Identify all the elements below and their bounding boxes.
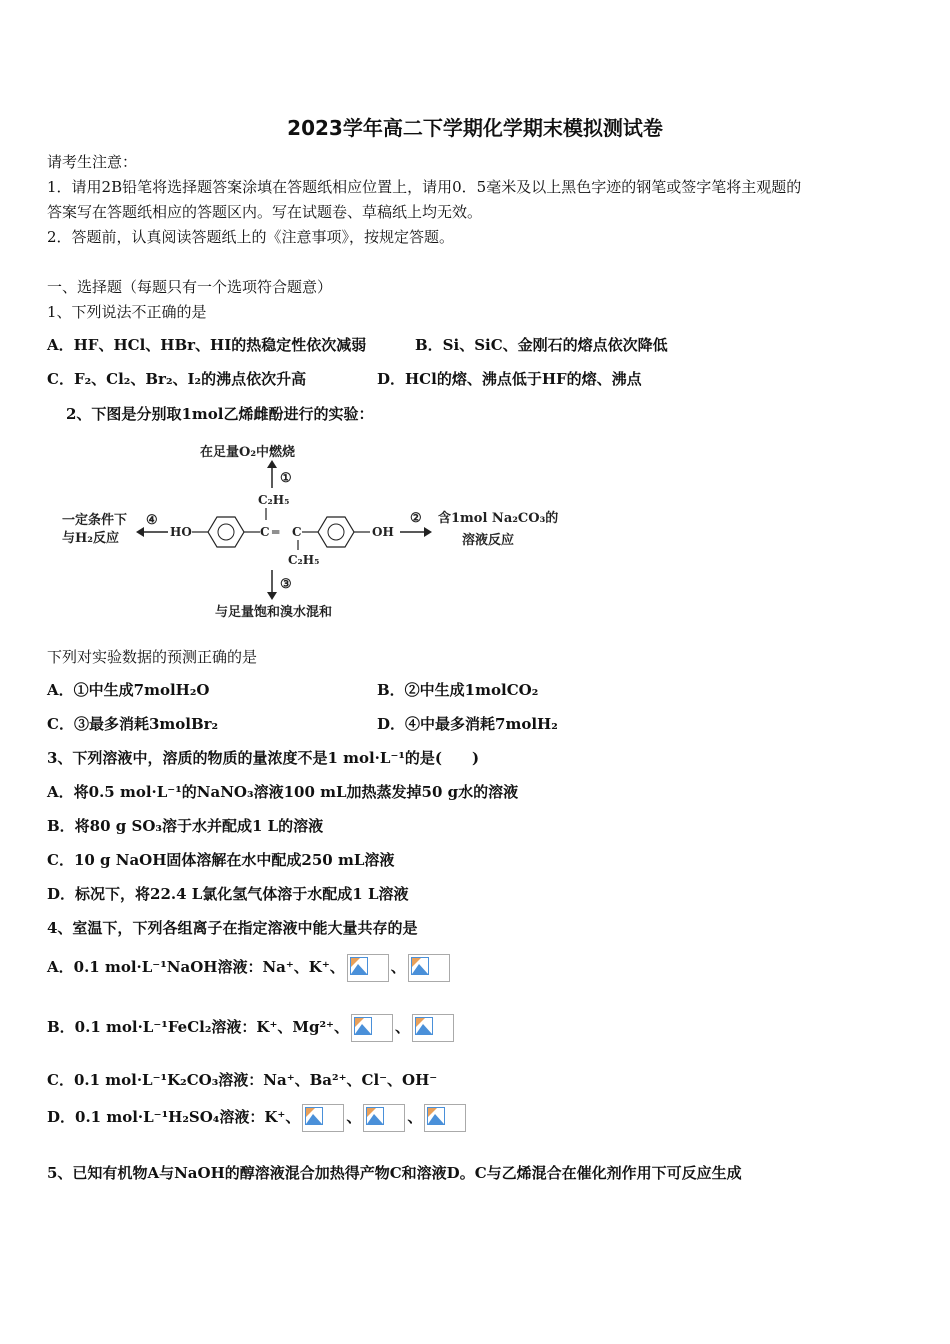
diagram-step-2: ② — [410, 511, 422, 526]
diagram-c2h5-bottom: C₂H₅ — [288, 553, 320, 567]
reaction-diagram — [50, 436, 580, 622]
q3-option-c: C．10 g NaOH固体溶解在水中配成250 mL溶液 — [47, 851, 395, 869]
missing-image — [302, 1104, 344, 1132]
diagram-step-4: ④ — [146, 513, 158, 528]
arrow-up-head — [267, 460, 277, 468]
separator: 、 — [390, 958, 406, 976]
section-heading: 一、选择题（每题只有一个选项符合题意） — [47, 278, 333, 296]
broken-image-icon — [427, 1107, 445, 1125]
arrow-down-head — [267, 592, 277, 600]
benzene-ring-right — [318, 517, 354, 547]
diagram-carbon-left: C — [260, 525, 270, 539]
q3-option-d: D．标况下，将22.4 L氯化氢气体溶于水配成1 L溶液 — [47, 885, 409, 903]
separator: 、 — [346, 1108, 362, 1126]
separator: 、 — [394, 1018, 410, 1036]
diagram-carbon-right: C — [292, 525, 302, 539]
arrow-right-head — [424, 527, 432, 537]
q4-option-c: C．0.1 mol·L⁻¹K₂CO₃溶液：Na⁺、Ba²⁺、Cl⁻、OH⁻ — [47, 1071, 438, 1089]
q4-option-d-text: D．0.1 mol·L⁻¹H₂SO₄溶液：K⁺、 — [47, 1108, 301, 1126]
page-title: 2023学年高二下学期化学期末模拟测试卷 — [287, 116, 663, 140]
q2-sub: 下列对实验数据的预测正确的是 — [47, 648, 258, 666]
notice-heading: 请考生注意： — [47, 153, 138, 171]
missing-image — [363, 1104, 405, 1132]
broken-image-icon — [354, 1017, 372, 1035]
broken-image-icon — [305, 1107, 323, 1125]
diagram-step-3: ③ — [280, 577, 292, 592]
q4-option-a-text: A．0.1 mol·L⁻¹NaOH溶液：Na⁺、K⁺、 — [47, 958, 345, 976]
missing-image — [424, 1104, 466, 1132]
q2-option-b: B．②中生成1molCO₂ — [377, 681, 539, 699]
q2-option-c: C．③最多消耗3molBr₂ — [47, 715, 219, 733]
missing-image — [412, 1014, 454, 1042]
q3-option-b: B．将80 g SO₃溶于水并配成1 L的溶液 — [47, 817, 324, 835]
benzene-circle-left — [218, 524, 234, 540]
broken-image-icon — [415, 1017, 433, 1035]
broken-image-icon — [366, 1107, 384, 1125]
q2-stem: 2、下图是分别取1mol乙烯雌酚进行的实验： — [66, 405, 374, 423]
diagram-c2h5-top: C₂H₅ — [258, 493, 290, 507]
q1-option-c: C．F₂、Cl₂、Br₂、I₂的沸点依次升高 — [47, 370, 307, 388]
benzene-circle-right — [328, 524, 344, 540]
broken-image-icon — [350, 957, 368, 975]
diagram-step-1: ① — [280, 471, 292, 486]
q4-option-d — [47, 1100, 468, 1134]
diagram-double-bond: ═ — [272, 525, 280, 539]
notice-item-1a: 1．请用2B铅笔将选择题答案涂填在答题纸相应位置上，请用0．5毫米及以上黑色字迹的钢笔或签字笔将主观题的 — [47, 178, 802, 196]
missing-image — [408, 954, 450, 982]
benzene-ring-left — [208, 517, 244, 547]
diagram-ho: HO — [170, 525, 192, 539]
q2-option-a: A．①中生成7molH₂O — [47, 681, 210, 699]
notice-item-1b: 答案写在答题纸相应的答题区内。写在试题卷、草稿纸上均无效。 — [47, 203, 483, 221]
arrow-left-head — [136, 527, 144, 537]
notice-item-2: 2．答题前，认真阅读答题纸上的《注意事项》，按规定答题。 — [47, 228, 455, 246]
diagram-label-left-2: 与H₂反应 — [62, 531, 119, 546]
diagram-oh: OH — [372, 525, 394, 539]
q1-stem: 1、下列说法不正确的是 — [47, 303, 207, 321]
q5-stem: 5、已知有机物A与NaOH的醇溶液混合加热得产物C和溶液D。C与乙烯混合在催化剂作用下可反应生成 — [47, 1164, 742, 1182]
diagram-label-bottom: 与足量饱和溴水混和 — [215, 605, 333, 620]
q4-stem: 4、室温下，下列各组离子在指定溶液中能大量共存的是 — [47, 919, 418, 937]
q4-option-a — [47, 950, 452, 984]
diagram-label-left-1: 一定条件下 — [62, 513, 128, 528]
q1-option-b: B．Si、SiC、金刚石的熔点依次降低 — [415, 336, 668, 354]
q3-stem: 3、下列溶液中，溶质的物质的量浓度不是1 mol·L⁻¹的是( ) — [47, 749, 480, 767]
missing-image — [351, 1014, 393, 1042]
missing-image — [347, 954, 389, 982]
q2-option-d: D．④中最多消耗7molH₂ — [377, 715, 558, 733]
q3-option-a: A．将0.5 mol·L⁻¹的NaNO₃溶液100 mL加热蒸发掉50 g水的溶液 — [47, 783, 519, 801]
diagram-label-right-1: 含1mol Na₂CO₃的 — [438, 511, 559, 526]
q4-option-b-text: B．0.1 mol·L⁻¹FeCl₂溶液：K⁺、Mg²⁺、 — [47, 1018, 349, 1036]
separator: 、 — [407, 1108, 423, 1126]
q1-option-a: A．HF、HCl、HBr、HI的热稳定性依次减弱 — [47, 336, 367, 354]
q1-option-d: D．HCl的熔、沸点低于HF的熔、沸点 — [377, 370, 642, 388]
diagram-label-right-2: 溶液反应 — [462, 533, 515, 548]
diagram-label-top: 在足量O₂中燃烧 — [200, 445, 296, 460]
q4-option-b — [47, 1010, 456, 1044]
broken-image-icon — [411, 957, 429, 975]
